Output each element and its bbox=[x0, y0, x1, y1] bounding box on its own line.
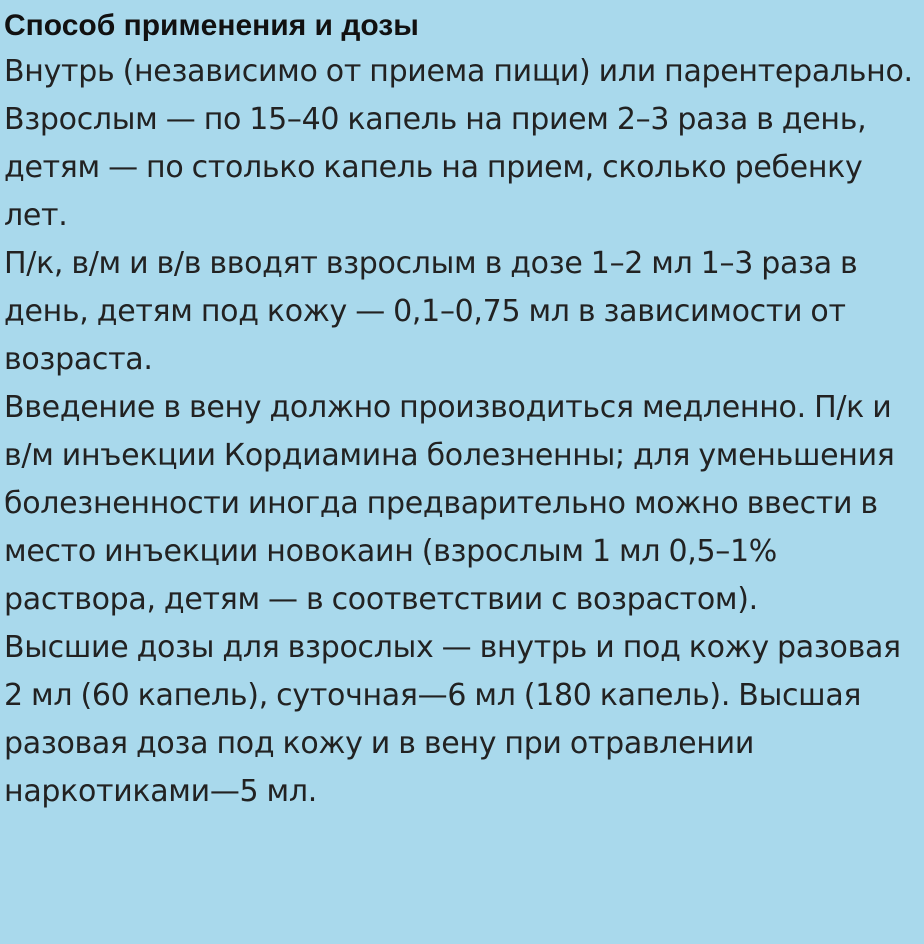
paragraph-injection-dose: П/к, в/м и в/в вводят взрослым в дозе 1–2 мл 1–3 раза в день, детям под кожу — 0,1–0,75 мл в зависимости от возраста. bbox=[4, 246, 858, 377]
paragraph-route: Внутрь (независимо от приема пищи) или парентерально. bbox=[4, 54, 913, 89]
paragraph-oral-dose: Взрослым — по 15–40 капель на прием 2–3 раза в день, детям — по столько капель на прием, сколько ребенку лет. bbox=[4, 102, 867, 233]
paragraph-administration-notes: Введение в вену должно производиться медленно. П/к и в/м инъекции Кордиамина болезненны; для уменьшения болезненности иногда предварительно можно ввести в место инъекции новокаин (взрослым 1 мл 0,5–1% раствора, детям — в соответствии с возрастом). bbox=[4, 390, 895, 617]
paragraph-maximum-doses: Высшие дозы для взрослых — внутрь и под кожу разовая 2 мл (60 капель), суточная—6 мл (180 капель). Высшая разовая доза под кожу и в вену при отравлении наркотиками—5 мл. bbox=[4, 630, 901, 809]
section-heading: Способ применения и дозы bbox=[4, 9, 419, 42]
